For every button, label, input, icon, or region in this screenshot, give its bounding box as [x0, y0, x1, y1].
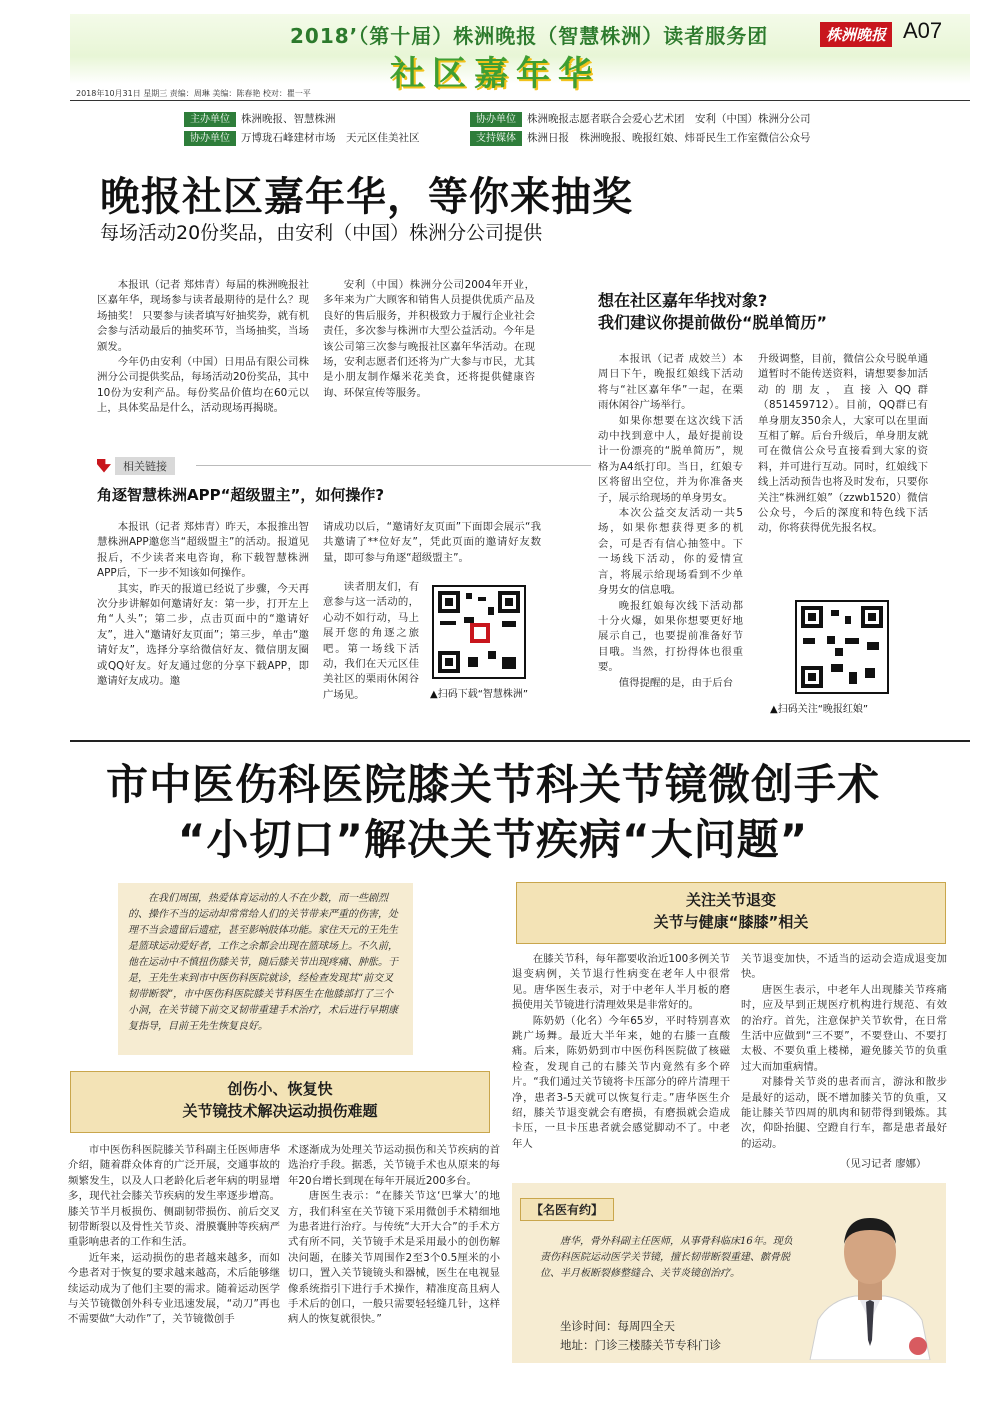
- subhead-lottery: 每场活动20份奖品，由安利（中国）株洲分公司提供: [100, 222, 543, 244]
- paragraph: 市中医伤科医院膝关节科副主任医师唐华介绍，随着群众体育的广泛开展，交通事故的频繁发生，以及人口老龄化后老年病的明显增多，现代社会膝关节疾病的发生率逐步增高。膝关节半月板损伤、侧副韧带损伤、前后交叉韧带断裂以及骨性关节炎、滑膜囊肿等疾病严重影响患者的工作和生活。: [68, 1144, 280, 1249]
- topic-line1: 关注关节退变: [685, 891, 776, 909]
- paragraph: 安利（中国）株洲分公司2004年开业，多年来为广大顾客和销售人员提供优质产品及良好的售后服务，并积极致力于履行企业社会责任，多次参与株洲市大型公益活动。今年是该公司第三次参与晚报社区嘉年华活动。在现场，安利志愿者们还将为广大参与市民，尤其是小朋友制作爆米花美食，还将提供健康咨询、环保宣传等服务。: [323, 279, 535, 399]
- dating-headline-line1: 想在社区嘉年华找对象?: [598, 291, 768, 310]
- paragraph: 唐医生表示，中老年人出现膝关节疼痛时，应及早到正规医疗机构进行规范、有效的治疗。首先，注意保护关节软骨，在日常生活中应做到“三不要”，不要登山、不要打太极、不要负重上楼梯，避免膝关节的负重过大而加重病情。: [741, 983, 947, 1073]
- paragraph: 本报讯（记者 郑炜青）每届的株洲晚报社区嘉年华，现场参与读者最期待的是什么？现场抽奖！ 只要参与读者填写好抽奖券，就有机会参与活动最后的抽奖环节，当场抽奖，当场颁发。: [97, 279, 309, 353]
- organizer-value: 万博珑石峰建材市场 天元区佳美社区: [241, 132, 420, 144]
- story2-mid-column-1: [512, 952, 730, 1152]
- related-label: 相关链接: [115, 457, 175, 475]
- doctor-time: 坐诊时间：每周四全天: [560, 1319, 675, 1333]
- related-link-header: [97, 455, 175, 475]
- byline: （见习记者 廖娜）: [840, 1158, 927, 1170]
- divider: [70, 100, 970, 101]
- paragraph: 本报讯（记者 成姣兰）本周日下午，晚报红娘线下活动将与“社区嘉年华”一起，在栗雨休闲谷广场举行。: [598, 353, 743, 412]
- story2-bottom-column-2: [288, 1143, 500, 1328]
- qr-caption-app: ▲扫码下载“智慧株洲”: [430, 689, 529, 700]
- paragraph: 本报讯（记者 郑炜青）昨天，本报推出智慧株洲APP邀您当“超级盟主”的活动。报道见报后，不少读者来电咨询，称下载智慧株洲APP后，下一步不知该如何操作。: [97, 521, 309, 580]
- topic-line1: 创伤小、恢复快: [227, 1080, 333, 1098]
- paragraph: 今年仍由安利（中国）日用品有限公司株洲分公司提供奖品，每场活动20份奖品，其中10份为安利产品。每份奖品价值均在60元以上，具体奖品是什么，活动现场再揭晓。: [97, 356, 309, 415]
- paragraph: 晚报红娘每次线下活动都十分火爆，如果你想要更好地展示自己，也要提前准备好节目哦。当然，打扮得体也很重要。: [598, 599, 743, 674]
- qr-code-app[interactable]: [432, 585, 526, 679]
- story1-column-1: [97, 278, 309, 417]
- arrow-icon: [97, 459, 111, 473]
- organizer-row: [184, 130, 420, 146]
- headline-hospital-line1: 市中医伤科医院膝关节科关节镜微创手术: [105, 760, 880, 809]
- topic-line2: 关节镜技术解决运动损伤难题: [182, 1102, 378, 1120]
- dating-column-2: [758, 352, 928, 537]
- organizer-tag: 支持媒体: [470, 131, 522, 146]
- organizer-value: 株洲晚报志愿者联合会爱心艺术团 安利（中国）株洲分公司: [527, 113, 811, 125]
- section-title: 社区嘉年华: [390, 54, 600, 94]
- intro-text: 在我们周围，热爱体育运动的人不在少数，而一些剧烈的、操作不当的运动却常常给人们的关节带来严重的伤害，处理不当会遗留后遗症，甚至影响肢体功能。家住天元的王先生是篮球运动爱好者，工作之余都会出现在篮球场上。不久前，他在运动中不慎扭伤膝关节，随后膝关节出现疼痛、肿胀。于是，王先生来到市中医伤科医院就诊，经检查发现其“前交叉韧带断裂”，市中医伤科医院膝关节科医生在他膝部打了三个小洞，在关节镜下前交叉韧带重建手术治疗，术后进行早期康复指导，目前王先生恢复良好。: [128, 893, 398, 1032]
- paragraph: 关节退变加快，不适当的运动会造成退变加快。: [741, 953, 947, 981]
- paragraph: 对膝骨关节炎的患者而言，游泳和散步是最好的运动，既不增加膝关节的负重，又能让膝关节四周的肌肉和韧带得到锻炼。其次，仰卧抬腿、空蹬自行车，都是患者最好的运动。: [741, 1076, 947, 1150]
- topic-box-trauma: [70, 1071, 490, 1133]
- paragraph: 在膝关节科，每年都要收治近100多例关节退变病例，关节退行性病变在老年人中很常见。唐华医生表示，对于中老年人半月板的磨损使用关节镜进行清理效果是非常好的。: [512, 953, 730, 1012]
- organizer-tag: 协办单位: [470, 112, 522, 127]
- story2-mid-column-2: [741, 952, 947, 1152]
- organizer-tag: 主办单位: [184, 112, 236, 127]
- paragraph: 读者朋友们，有意参与这一活动的，心动不如行动，马上展开您的角逐之旅吧。第一场线下活动，我们在天元区佳美社区的栗雨休闲谷广场见。: [323, 581, 419, 701]
- organizer-row: [184, 111, 336, 127]
- paragraph: 请成功以后，“邀请好友页面”下面即会展示“我共邀请了**位好友”，凭此页面的邀请好友数量，即可参与角逐“超级盟主”。: [323, 521, 541, 564]
- paragraph: 近年来，运动损伤的患者越来越多，而如今患者对于恢复的要求越来越高，术后能够继续运动成为了他们主要的需求。随着运动医学与关节镜微创外科专业迅速发展，“动刀”再也不需要做“大动作”了，关节镜微创手: [68, 1251, 280, 1326]
- organizer-value: 株洲日报 株洲晚报、晚报红娘、炜哥民生工作室微信公众号: [527, 132, 811, 144]
- dating-headline-line2: 我们建议你提前做份“脱单简历”: [598, 313, 828, 332]
- paragraph: 如果你想要在这次线下活动中找到意中人，最好提前设计一份漂亮的“脱单简历”，规格为A4纸打印。当日，红娘专区将留出空位，并为你准备夹子，展示给现场的单身男女。: [598, 414, 743, 504]
- divider: [196, 465, 591, 466]
- organizer-tag: 协办单位: [184, 131, 236, 146]
- related-column-2a: [323, 520, 541, 566]
- qr-caption-dating: ▲扫码关注“晚报红娘”: [770, 704, 869, 715]
- paragraph: 值得提醒的是，由于后台: [618, 676, 734, 689]
- related-column-1: [97, 520, 309, 689]
- organizer-row: [470, 111, 811, 127]
- headline-lottery: 晚报社区嘉年华，等你来抽奖: [100, 174, 633, 220]
- story2-bottom-column-1: [68, 1143, 280, 1328]
- qr-code-dating[interactable]: [795, 600, 889, 694]
- organizer-row: [470, 130, 811, 146]
- topic-line2: 关节与健康“膝膝”相关: [653, 913, 809, 931]
- dateline: 2018年10月31日 星期三 责编：周琳 美编：陈春艳 校对：瞿一平: [76, 89, 311, 98]
- paragraph: 陈奶奶（化名）今年65岁，平时特别喜欢跳广场舞。最近大半年来，她的右膝一直酸痛。后来，陈奶奶到市中医伤科医院做了核磁检查，发现自己的右膝关节内竟然有多个碎片。“我们通过关节镜将卡压部分的碎片清理干净，患者3-5天就可以恢复行走。”唐华医生介绍，膝关节退变就会有磨损，有磨损就会造成卡压，一旦卡压患者就会感觉脚动不了。中老年人: [512, 1014, 730, 1150]
- related-headline: 角逐智慧株洲APP“超级盟主”，如何操作?: [97, 486, 385, 504]
- doctor-tag: 【名医有约】: [520, 1198, 614, 1221]
- paragraph: 术逐渐成为处理关节运动损伤和关节疾病的首选治疗手段。据悉，关节镜手术也从原来的每年20台增长到现在每年开展近200多台。: [288, 1144, 500, 1187]
- topic-box-degeneration: [516, 882, 946, 944]
- event-line: 2018’（第十届）株洲晚报（智慧株洲）读者服务团: [290, 24, 769, 48]
- paragraph: 唐医生表示：“在膝关节这‘巴掌大’的地方，我们科室在关节镜下采用微创手术精细地为患者进行治疗。与传统“大开大合”的手术方式有所不同，关节镜手术是采用最小的创伤解决问题，在膝关节周围作2至3个0.5厘米的小切口，置入关节镜镜头和器械，医生在电视显像系统指引下进行手术操作，精准度高且病人手术后的创口，一般只需要轻轻缝几针，这样病人的恢复就很快。”: [288, 1190, 500, 1326]
- dating-headline: [598, 290, 888, 334]
- page-number: A07: [903, 18, 943, 43]
- headline-hospital-line2: “小切口”解决关节疾病“大问题”: [177, 815, 809, 864]
- related-column-2b: [323, 580, 419, 703]
- doctor-intro: 唐华，骨外科副主任医师，从事骨科临床16年。现负责伤科医院运动医学关节镜，擅长韧带断裂重建、髌骨脱位、半月板断裂修整缝合、关节炎镜创治疗。: [540, 1236, 793, 1279]
- doctor-address: 地址：门诊三楼膝关节专科门诊: [560, 1338, 721, 1352]
- intro-box: [118, 883, 413, 1055]
- paragraph: 升级调整，目前，微信公众号脱单通道暂时不能传送资料，请想要参加活动的朋友，直接入QQ群（851459712）。目前，QQ群已有单身朋友350余人，大家可以在里面互相了解。后台升级后，单身朋友就可在微信公众号直接看到大家的资料，并可进行互动。同时，红娘线下线上活动预告也将及时发布，只要你关注“株洲红娘”（zzwb1520）微信公众号，今后的深度和特色线下活动，你将获得优先报名权。: [758, 353, 928, 535]
- paper-logo: 株洲晚报: [820, 22, 892, 47]
- doctor-photo: [800, 1200, 940, 1360]
- story1-column-2: [323, 278, 535, 401]
- paragraph: 本次公益交友活动一共5场，如果你想获得更多的机会，可是否有信心抽签中。下一场线下活动，你的爱情宣言，将展示给现场看到不少单身男女的信息哦。: [598, 507, 743, 597]
- section-divider: [70, 740, 970, 742]
- paragraph: 其实，昨天的报道已经说了步骤，今天再次分步讲解如何邀请好友：第一步，打开左上角“人头”；第二步，点击页面中的“邀请好友”，进入“邀请好友页面”；第三步，单击“邀请好友”，选择分享给微信好友、微信朋友圈或QQ好友。好友通过您的分享下载APP，即邀请好友成功。邀: [97, 582, 309, 688]
- organizer-value: 株洲晚报、智慧株洲: [241, 113, 336, 125]
- dating-column-1: [598, 352, 743, 691]
